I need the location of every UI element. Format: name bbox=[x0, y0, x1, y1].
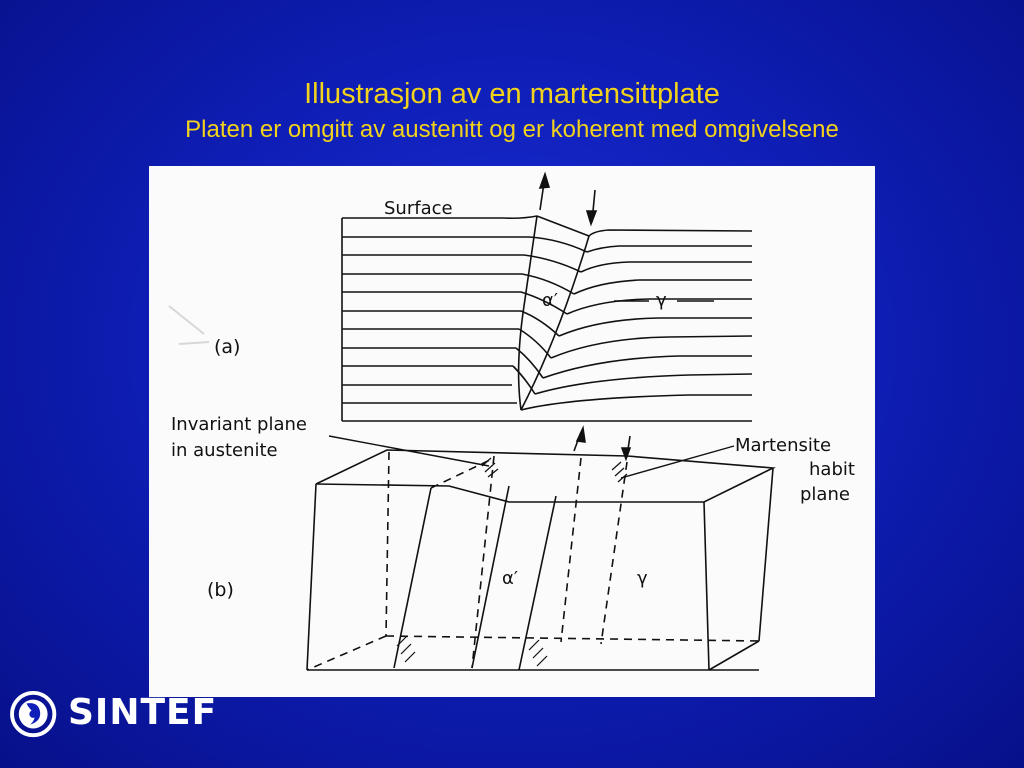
scan-artifacts bbox=[169, 306, 209, 344]
block-diagram bbox=[307, 450, 773, 670]
part-a-label: (a) bbox=[214, 336, 241, 358]
invariant-plane-label-2: in austenite bbox=[171, 440, 278, 461]
alpha-prime-label-bottom: α′ bbox=[502, 568, 518, 589]
martensite-label-3: plane bbox=[800, 484, 850, 505]
displacement-arrows-top bbox=[540, 174, 596, 224]
sintef-logo-icon bbox=[8, 690, 68, 740]
part-b-label: (b) bbox=[207, 579, 234, 601]
surface-label: Surface bbox=[384, 198, 453, 219]
gamma-label-top: γ bbox=[656, 290, 667, 311]
alpha-prime-label-top: α′ bbox=[542, 290, 558, 311]
layers-diagram bbox=[342, 216, 752, 421]
martensite-label-2: habit bbox=[809, 459, 855, 480]
martensite-plate-figure bbox=[149, 166, 875, 697]
slide-title: Illustrasjon av en martensittplate bbox=[304, 78, 720, 110]
slide-subtitle: Platen er omgitt av austenitt og er koherent med omgivelsene bbox=[185, 116, 839, 143]
invariant-plane-label-1: Invariant plane bbox=[171, 414, 307, 435]
leader-lines bbox=[329, 436, 734, 478]
figure-drawing bbox=[149, 166, 875, 697]
gamma-label-bottom: γ bbox=[637, 568, 648, 589]
sintef-logo-text: SINTEF bbox=[68, 692, 218, 733]
martensite-label-1: Martensite bbox=[735, 435, 832, 456]
